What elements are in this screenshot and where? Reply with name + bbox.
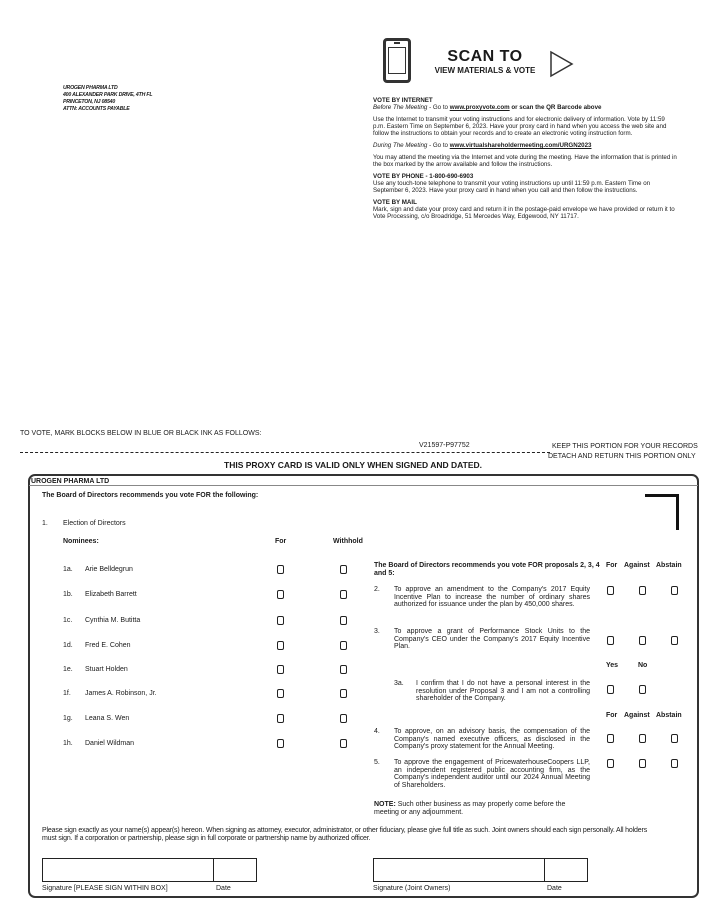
phone-icon [383, 38, 411, 83]
nominee-name: James A. Robinson, Jr. [85, 690, 157, 697]
yes-header: Yes [606, 662, 619, 669]
before-text-2: or scan the QR Barcode above [509, 104, 602, 111]
phone-body: Use any touch-tone telephone to transmit your voting instructions up until 11:59 p.m. Eastern Time on September 6, 2023. Have your proxy card in hand when you call and then follow the instructions. [373, 180, 651, 194]
address-line: ATTN: ACCOUNTS PAYABLE [63, 106, 130, 112]
signing-instructions: Please sign exactly as your name(s) appear(s) hereon. When signing as attorney, executor, administrator, or other fiduciary, please give full title as such. Joint owners should each sign personally. All holders must sign. If a corporation or partnership, please sign in full corporate or partnership name by authorized officer. [42, 827, 648, 842]
detach-line [20, 452, 550, 453]
mail-heading: VOTE BY MAIL [373, 199, 417, 206]
nominee-withhold-checkbox[interactable] [340, 739, 347, 748]
nominee-number: 1b. [63, 591, 73, 598]
nominee-for-checkbox[interactable] [277, 689, 284, 698]
nominee-withhold-checkbox[interactable] [340, 565, 347, 574]
nominee-number: 1g. [63, 715, 73, 722]
during-text: - Go to [427, 142, 450, 149]
card-header-rule [29, 474, 698, 486]
proposal-for-checkbox[interactable] [607, 636, 614, 645]
phone-heading: VOTE BY PHONE - 1-800-690-6903 [373, 173, 474, 180]
nominee-name: Leana S. Wen [85, 715, 130, 722]
nominee-withhold-checkbox[interactable] [340, 616, 347, 625]
against-header: Against [624, 562, 650, 569]
board-recommendation-left: The Board of Directors recommends you vote FOR the following: [42, 492, 259, 499]
item-number: 1. [42, 520, 48, 527]
proposal-text: To approve the engagement of PricewaterhouseCoopers LLP, an independent registered public accounting firm, as the Company's independent auditor until our 2024 Annual Meeting of Shareholders. [394, 759, 590, 789]
nominee-for-checkbox[interactable] [277, 665, 284, 674]
proposal-text: I confirm that I do not have a personal interest in the resolution under Proposal 3 and I am not a controlling shareholder of the Company. [416, 680, 590, 703]
nominee-number: 1h. [63, 740, 73, 747]
date-label: Date [216, 885, 231, 892]
nominees-label: Nominees: [63, 538, 99, 545]
proposal-against-checkbox[interactable] [639, 636, 646, 645]
before-meeting [373, 104, 678, 111]
nominee-for-checkbox[interactable] [277, 739, 284, 748]
nominee-for-checkbox[interactable] [277, 641, 284, 650]
control-code: V21597-P97752 [419, 442, 470, 449]
address-line: UROGEN PHARMA LTD [63, 85, 118, 91]
proxyvote-link[interactable]: www.proxyvote.com [449, 104, 510, 111]
nominee-for-checkbox[interactable] [277, 616, 284, 625]
proposal-number: 3a. [394, 680, 404, 687]
virtual-meeting-link[interactable]: www.virtualshareholdermeeting.com/URGN2023 [449, 142, 592, 149]
no-header: No [638, 662, 648, 669]
note-label: NOTE: [374, 801, 396, 808]
during-meeting [373, 142, 678, 149]
proposal-text: To approve a grant of Performance Stock Units to the Company's CEO under the Company's 2017 Equity Incentive Plan. [394, 628, 590, 651]
proposal-number: 4. [374, 728, 380, 735]
corner-mark [645, 494, 679, 530]
signature-label: Signature [PLEASE SIGN WITHIN BOX] [42, 885, 168, 892]
proposal-for-checkbox[interactable] [607, 759, 614, 768]
proposal-for-checkbox[interactable] [607, 586, 614, 595]
ink-instructions: TO VOTE, MARK BLOCKS BELOW IN BLUE OR BLACK INK AS FOLLOWS: [20, 430, 262, 437]
nominee-name: Arie Belldegrun [85, 566, 133, 573]
keep-portion-label: KEEP THIS PORTION FOR YOUR RECORDS [552, 443, 698, 450]
abstain-header: Abstain [656, 562, 682, 569]
note [374, 801, 590, 816]
scan-banner [420, 48, 550, 75]
election-label: Election of Directors [63, 520, 126, 527]
proposal-against-checkbox[interactable] [639, 586, 646, 595]
scan-title: SCAN TO [447, 48, 523, 65]
vote-instructions [373, 97, 678, 220]
abstain-header: Abstain [656, 712, 682, 719]
nominee-withhold-checkbox[interactable] [340, 714, 347, 723]
nominee-for-checkbox[interactable] [277, 590, 284, 599]
proposal-text: To approve, on an advisory basis, the compensation of the Company's named executive officers, as disclosed in the Company's proxy statement for the Annual Meeting. [394, 728, 590, 751]
against-header: Against [624, 712, 650, 719]
valid-notice: THIS PROXY CARD IS VALID ONLY WHEN SIGNED AND DATED. [224, 460, 483, 470]
proposal-against-checkbox[interactable] [639, 759, 646, 768]
proposal-abstain-checkbox[interactable] [671, 636, 678, 645]
nominee-number: 1a. [63, 566, 73, 573]
internet-heading: VOTE BY INTERNET [373, 97, 433, 104]
nominee-name: Fred E. Cohen [85, 642, 131, 649]
nominee-number: 1f. [63, 690, 71, 697]
mail-body: Mark, sign and date your proxy card and return it in the postage-paid envelope we have provided or return it to Vote Processing, c/o Broadridge, 51 Mercedes Way, Edgewood, NY 11717. [373, 206, 675, 220]
nominee-number: 1d. [63, 642, 73, 649]
nominee-name: Stuart Holden [85, 666, 128, 673]
proposal-abstain-checkbox[interactable] [671, 586, 678, 595]
board-recommendation-right: The Board of Directors recommends you vote FOR proposals 2, 3, 4 and 5: [374, 562, 600, 577]
proposal-abstain-checkbox[interactable] [671, 759, 678, 768]
joint-signature-label: Signature (Joint Owners) [373, 885, 451, 892]
proposal-no-checkbox[interactable] [639, 685, 646, 694]
proposal-for-checkbox[interactable] [607, 734, 614, 743]
for-header: For [606, 712, 618, 719]
nominee-number: 1e. [63, 666, 73, 673]
scan-subtitle: VIEW MATERIALS & VOTE [434, 66, 536, 75]
nominee-for-checkbox[interactable] [277, 565, 284, 574]
withhold-header: Withhold [333, 538, 363, 545]
nominee-withhold-checkbox[interactable] [340, 665, 347, 674]
nominee-number: 1c. [63, 617, 73, 624]
proposal-number: 2. [374, 586, 380, 593]
proposal-number: 3. [374, 628, 380, 635]
proposal-abstain-checkbox[interactable] [671, 734, 678, 743]
proposal-yes-checkbox[interactable] [607, 685, 614, 694]
nominee-name: Elizabeth Barrett [85, 591, 137, 598]
proposal-text: To approve an amendment to the Company's 2017 Equity Incentive Plan to increase the number of ordinary shares authorized for issuance under the plan by 450,000 shares. [394, 586, 590, 609]
joint-date-label: Date [547, 885, 562, 892]
mailing-address [63, 85, 152, 113]
proposal-against-checkbox[interactable] [639, 734, 646, 743]
proposal-number: 5. [374, 759, 380, 766]
note-text: Such other business as may properly come before the meeting or any adjournment. [374, 801, 566, 816]
address-line: PRINCETON, NJ 08540 [63, 99, 116, 105]
arrow-right-icon [549, 50, 575, 78]
address-line: 400 ALEXANDER PARK DRIVE, 4TH FL [63, 92, 153, 98]
nominee-for-checkbox[interactable] [277, 714, 284, 723]
before-text: - Go to [427, 104, 450, 111]
date-box[interactable] [213, 858, 257, 882]
nominee-withhold-checkbox[interactable] [340, 689, 347, 698]
nominee-withhold-checkbox[interactable] [340, 590, 347, 599]
during-body: You may attend the meeting via the Internet and vote during the meeting. Have the information that is printed in the box marked by the arrow available and follow the instructions. [373, 154, 677, 168]
signature-box[interactable] [42, 858, 214, 882]
nominee-withhold-checkbox[interactable] [340, 641, 347, 650]
for-header: For [275, 538, 287, 545]
before-label: Before The Meeting [373, 104, 428, 111]
card-company: UROGEN PHARMA LTD [31, 478, 110, 485]
nominee-name: Cynthia M. Butitta [85, 617, 141, 624]
joint-date-box[interactable] [544, 858, 588, 882]
during-label: During The Meeting [373, 142, 428, 149]
internet-body: Use the Internet to transmit your voting instructions and for electronic delivery of information. Vote by 11:59 p.m. Eastern Time on September 6, 2023. Have your proxy card in hand when you access the web site and follow the instructions to obtain your records and to create an electronic voting instruction form. [373, 116, 667, 137]
nominee-name: Daniel Wildman [85, 740, 135, 747]
for-header: For [606, 562, 618, 569]
joint-signature-box[interactable] [373, 858, 545, 882]
detach-label: DETACH AND RETURN THIS PORTION ONLY [548, 453, 696, 460]
